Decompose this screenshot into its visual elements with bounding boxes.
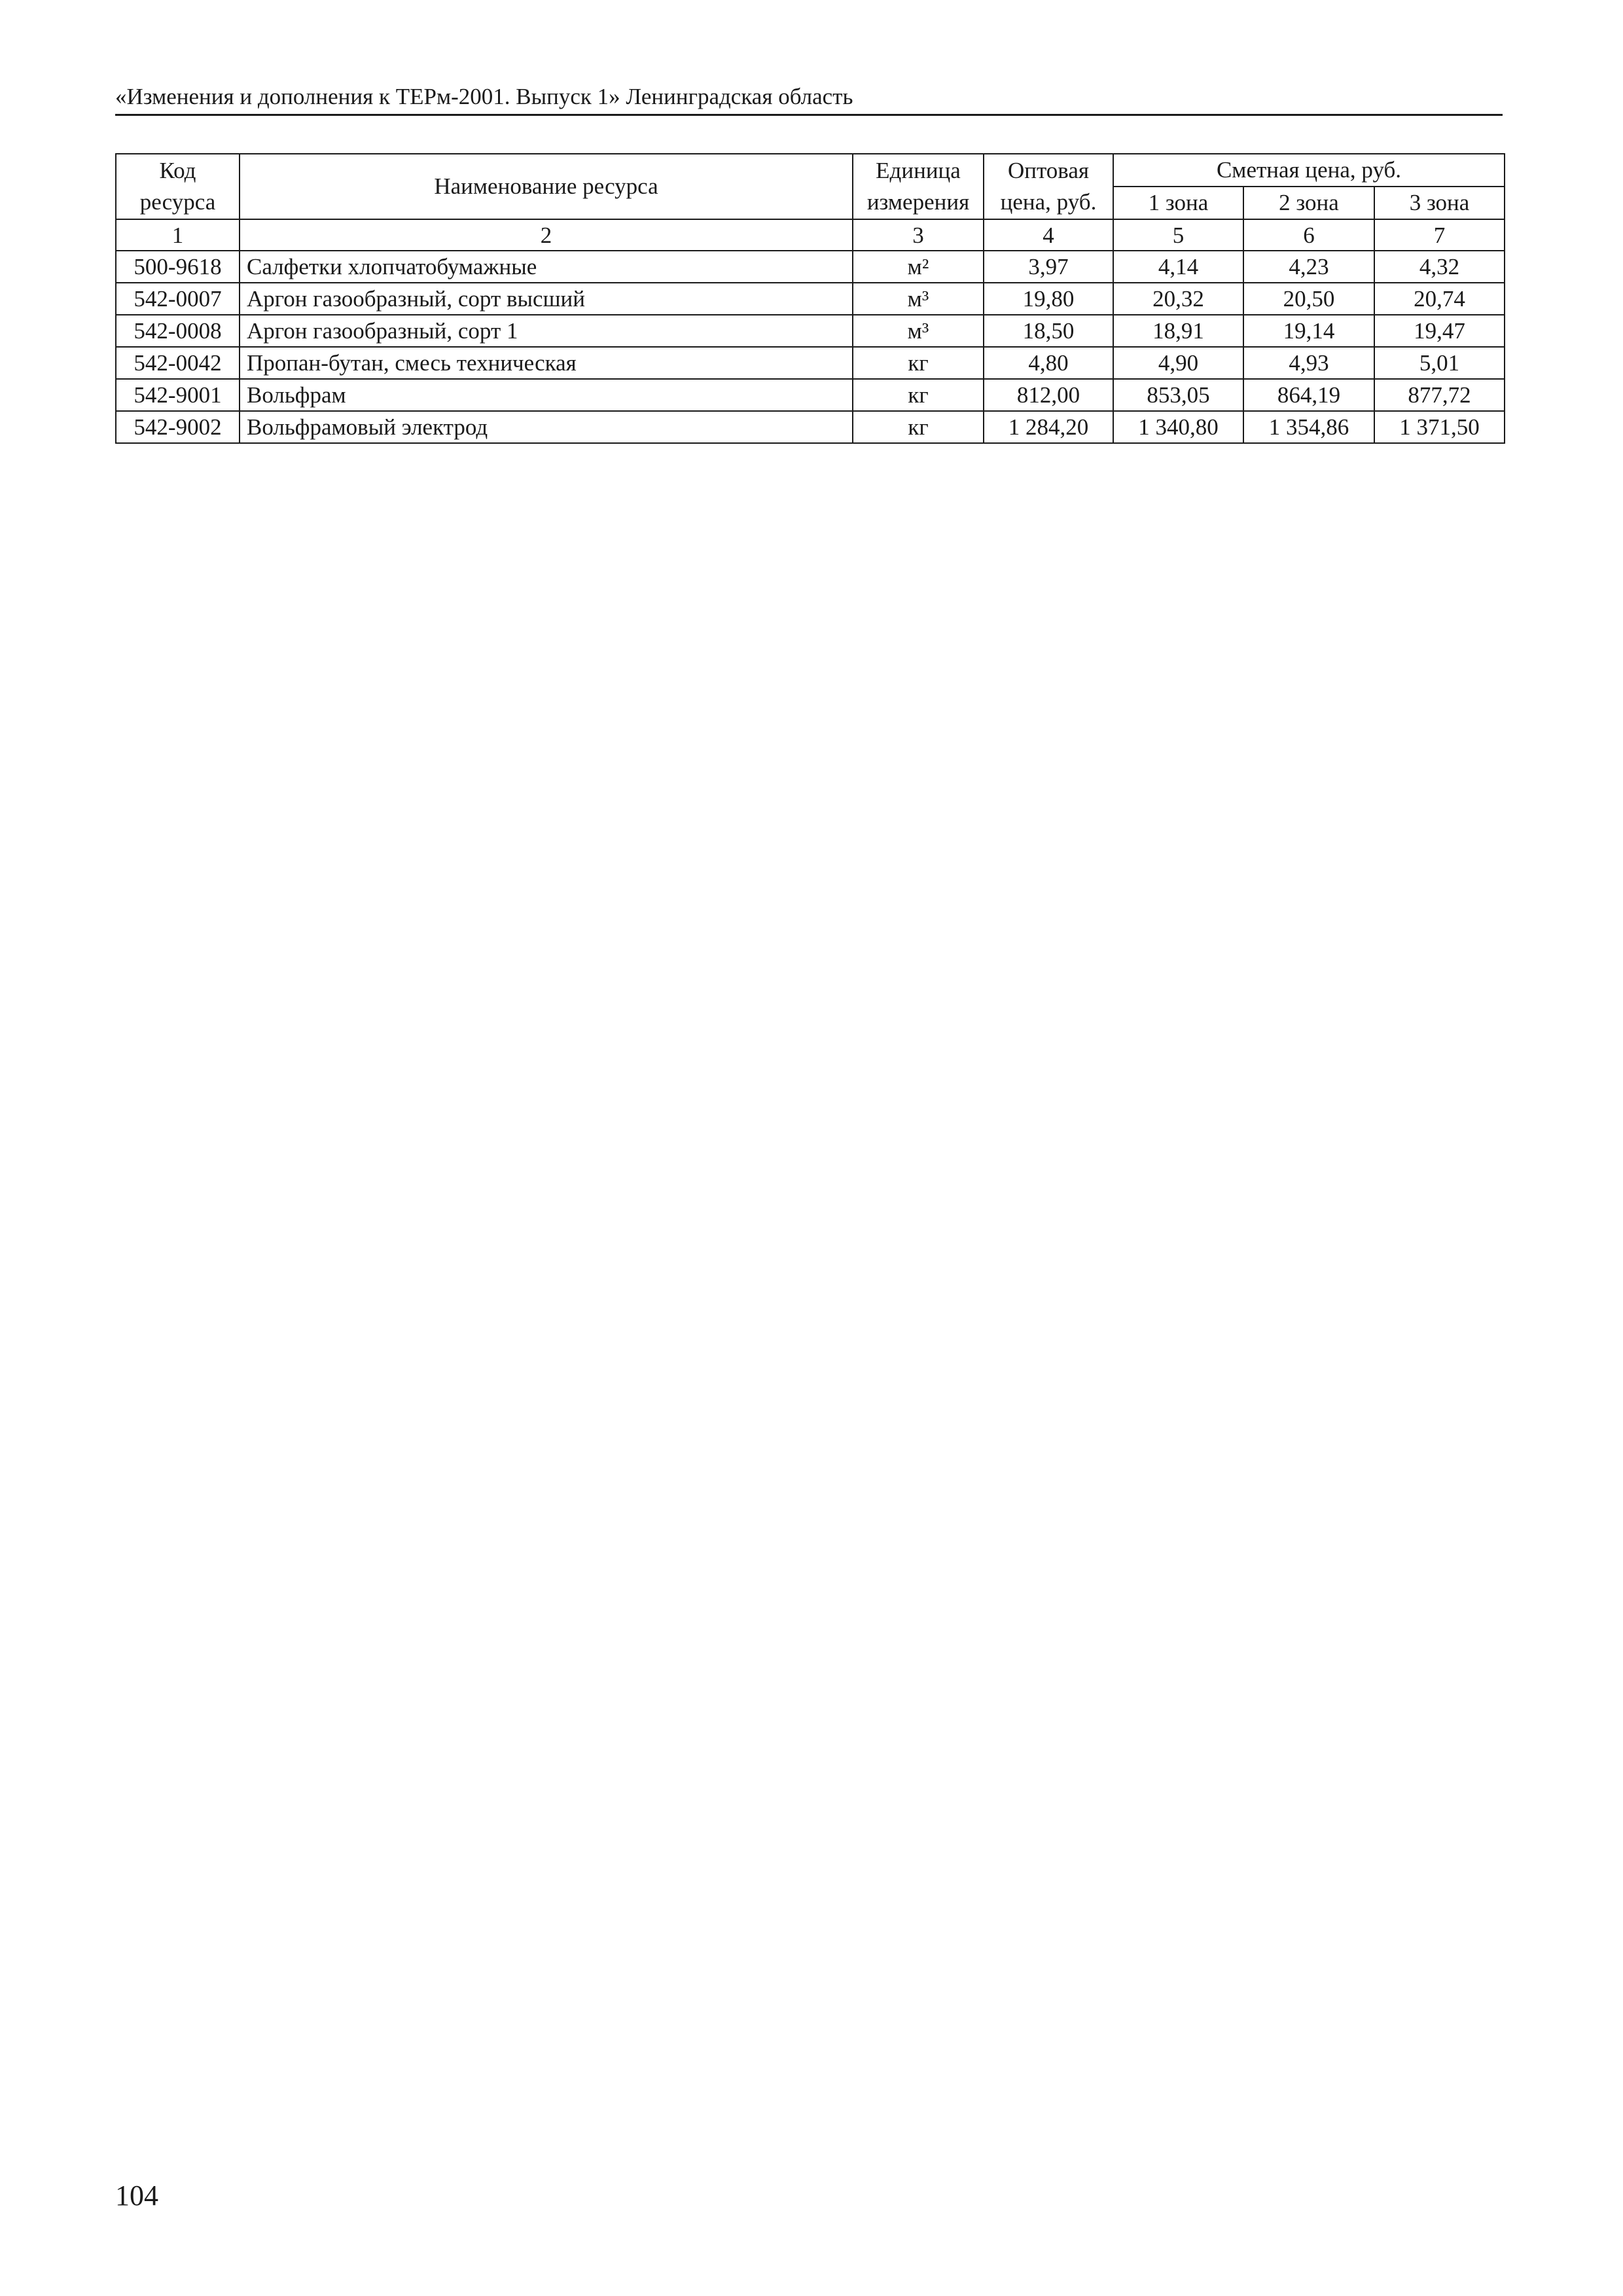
zone-2-price: 4,93: [1243, 347, 1374, 379]
column-number: 4: [984, 219, 1113, 251]
zone-2-price: 19,14: [1243, 315, 1374, 347]
table-row: [116, 251, 1505, 283]
zone-1-price: 4,90: [1113, 347, 1243, 379]
wholesale-price: 3,97: [984, 251, 1113, 283]
table-row: [116, 315, 1505, 347]
zone-3-price: 877,72: [1374, 379, 1505, 411]
column-header-name: Наименование ресурса: [240, 154, 853, 219]
column-header-zone-3: 3 зона: [1374, 187, 1505, 219]
column-header-zone-2: 2 зона: [1243, 187, 1374, 219]
resource-name: Пропан-бутан, смесь техническая: [240, 347, 853, 379]
wholesale-price: 812,00: [984, 379, 1113, 411]
page-header: [115, 84, 1503, 116]
wholesale-price: 18,50: [984, 315, 1113, 347]
resource-code: 542-9002: [116, 411, 240, 443]
resource-name: Вольфрам: [240, 379, 853, 411]
resource-unit: кг: [853, 347, 984, 379]
zone-3-price: 5,01: [1374, 347, 1505, 379]
resource-unit: кг: [853, 379, 984, 411]
resource-code: 542-0008: [116, 315, 240, 347]
table-row: [116, 347, 1505, 379]
resource-name: Аргон газообразный, сорт высший: [240, 283, 853, 315]
resource-name: Аргон газообразный, сорт 1: [240, 315, 853, 347]
column-number: 5: [1113, 219, 1243, 251]
document-title: «Изменения и дополнения к ТЕРм-2001. Выпуск 1» Ленинградская область: [115, 84, 853, 109]
column-number: 3: [853, 219, 984, 251]
table-row: [116, 411, 1505, 443]
wholesale-price: 1 284,20: [984, 411, 1113, 443]
column-header-code: Код ресурса: [116, 154, 240, 219]
resource-unit: кг: [853, 411, 984, 443]
zone-2-price: 1 354,86: [1243, 411, 1374, 443]
zone-1-price: 1 340,80: [1113, 411, 1243, 443]
column-number: 6: [1243, 219, 1374, 251]
zone-2-price: 4,23: [1243, 251, 1374, 283]
column-header-wholesale-price: Оптовая цена, руб.: [984, 154, 1113, 219]
zone-3-price: 4,32: [1374, 251, 1505, 283]
zone-3-price: 19,47: [1374, 315, 1505, 347]
column-number: 7: [1374, 219, 1505, 251]
zone-3-price: 20,74: [1374, 283, 1505, 315]
table-row: [116, 283, 1505, 315]
zone-2-price: 20,50: [1243, 283, 1374, 315]
zone-1-price: 20,32: [1113, 283, 1243, 315]
resource-name: Салфетки хлопчатобумажные: [240, 251, 853, 283]
resource-unit: м³: [853, 283, 984, 315]
resource-unit: м³: [853, 315, 984, 347]
table-header-row: [116, 154, 1505, 187]
zone-1-price: 4,14: [1113, 251, 1243, 283]
zone-2-price: 864,19: [1243, 379, 1374, 411]
resource-code: 500-9618: [116, 251, 240, 283]
column-number: 2: [240, 219, 853, 251]
zone-1-price: 18,91: [1113, 315, 1243, 347]
resource-unit: м²: [853, 251, 984, 283]
column-number: 1: [116, 219, 240, 251]
zone-1-price: 853,05: [1113, 379, 1243, 411]
column-header-unit: Единица измерения: [853, 154, 984, 219]
resource-name: Вольфрамовый электрод: [240, 411, 853, 443]
column-header-zone-1: 1 зона: [1113, 187, 1243, 219]
zone-3-price: 1 371,50: [1374, 411, 1505, 443]
column-header-estimate-price: Сметная цена, руб.: [1113, 154, 1505, 187]
resource-code: 542-0042: [116, 347, 240, 379]
table-row: [116, 379, 1505, 411]
wholesale-price: 4,80: [984, 347, 1113, 379]
resource-code: 542-0007: [116, 283, 240, 315]
column-number-row: [116, 219, 1505, 251]
page-number: 104: [115, 2179, 158, 2212]
resource-price-table: [115, 153, 1505, 444]
wholesale-price: 19,80: [984, 283, 1113, 315]
resource-code: 542-9001: [116, 379, 240, 411]
